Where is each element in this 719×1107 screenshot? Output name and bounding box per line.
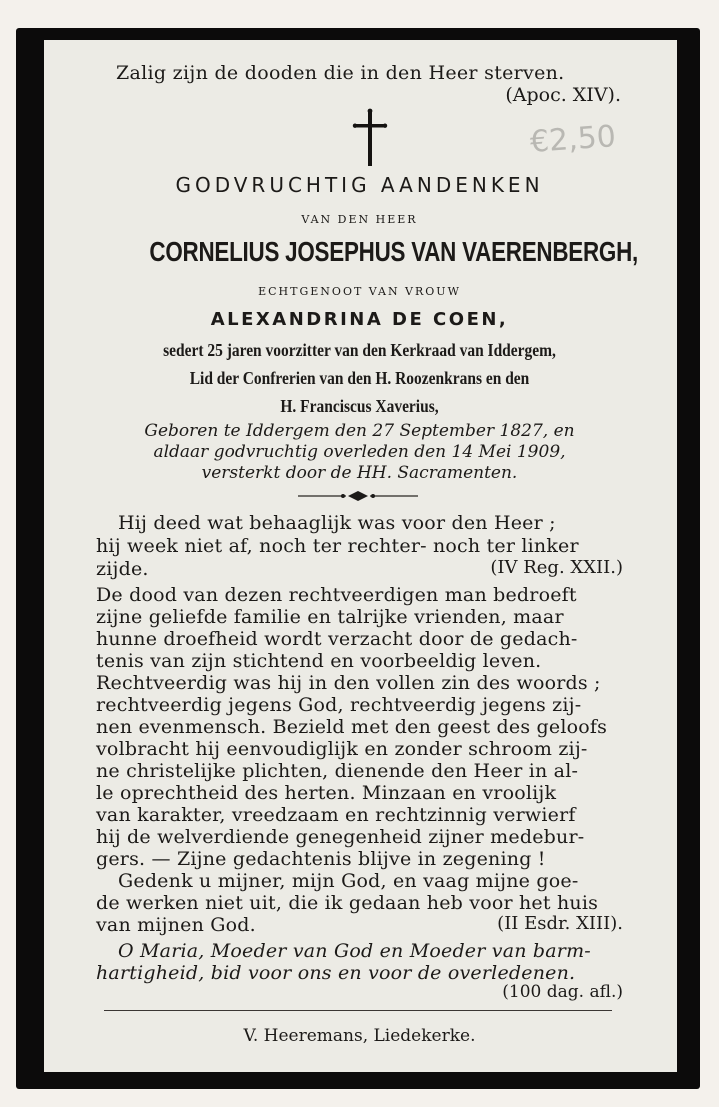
body-line: rechtveerdig jegens God, rechtveerdig jegens zij- [96,694,582,716]
verse-reference: (IV Reg. XXII.) [490,557,623,578]
spouse-intro-label: ECHTGENOOT VAN VROUW [258,285,461,298]
body-line: hij de welverdiende genegenheid zijner medebur- [96,826,585,848]
cross-icon [350,108,390,168]
body-line: hunne droefheid wordt verzacht door de gedach- [96,628,578,650]
ornament-divider [298,488,418,504]
van-den-heer-label: VAN DEN HEER [301,213,418,226]
price-mark: €2,50 [528,119,618,160]
indulgence-note: (100 dag. afl.) [502,982,623,1002]
memorial-title: GODVRUCHTIG AANDENKEN [175,173,544,197]
verse-line: Hij deed wat behaaglijk was voor den Heer ; [118,512,556,534]
title-line: Lid der Confrerien van den H. Roozenkrans en den [189,368,530,388]
body-line: tenis van zijn stichtend en voorbeeldig leven. [96,650,542,672]
birth-death-line: aldaar godvruchtig overleden den 14 Mei 1909, [153,442,566,462]
prayer-line: hartigheid, bid voor ons en voor de overledenen. [96,962,576,984]
body-line: De dood van dezen rechtveerdigen man bedroeft [96,584,577,606]
title-line: sedert 25 jaren voorzitter van den Kerkraad van Iddergem, [163,340,556,360]
body-line: Rechtveerdig was hij in den vollen zin des woords ; [96,672,601,694]
verse-line: de werken niet uit, die ik gedaan heb voor het huis [96,892,599,914]
verse-line: Gedenk u mijner, mijn God, en vaag mijne goe- [118,870,579,892]
quote-reference: (Apoc. XIV). [505,84,621,106]
quote-line: Zalig zijn de dooden die in den Heer sterven. [116,62,565,84]
deceased-name: CORNELIUS JOSEPHUS VAN VAERENBERGH, [149,236,639,267]
body-line: le oprechtheid des herten. Minzaan en vroolijk [96,782,557,804]
title-line: H. Franciscus Xaverius, [280,396,439,416]
body-line: gers. — Zijne gedachtenis blijve in zegening ! [96,848,546,870]
body-line: ne christelijke plichten, dienende den Heer in al- [96,760,579,782]
body-line: van karakter, vreedzaam en rechtzinnig verwierf [96,804,576,826]
footer-divider [104,1010,612,1011]
prayer-line: O Maria, Moeder van God en Moeder van barm- [118,940,591,962]
body-line: volbracht hij eenvoudiglijk en zonder schroom zij- [96,738,588,760]
verse-reference: (II Esdr. XIII). [497,913,623,934]
verse-line: hij week niet af, noch ter rechter- noch ter linker [96,535,579,557]
verse-line: van mijnen God. [96,914,256,936]
birth-death-line: Geboren te Iddergem den 27 September 1827, en [144,421,575,441]
verse-line: zijde. [96,558,149,580]
printer-credit: V. Heeremans, Liedekerke. [243,1026,476,1046]
spouse-name: ALEXANDRINA DE COEN, [210,309,509,330]
body-line: nen evenmensch. Bezield met den geest des geloofs [96,716,608,738]
birth-death-line: versterkt door de HH. Sacramenten. [201,463,518,483]
body-line: zijne geliefde familie en talrijke vrienden, maar [96,606,564,628]
